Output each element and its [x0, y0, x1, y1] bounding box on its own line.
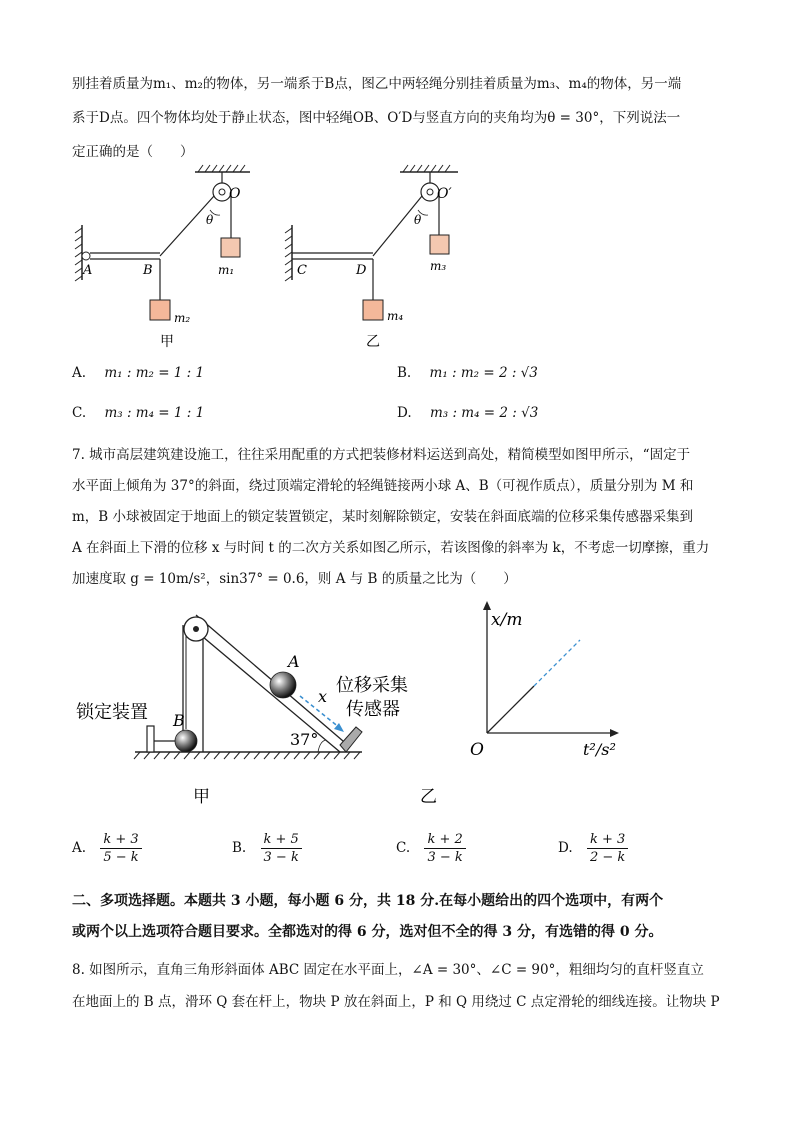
q7-y-axis-label: x/m [491, 610, 523, 630]
q7-figure [0, 595, 794, 815]
q6-option-a-text: m₁ : m₂ = 1 : 1 [104, 365, 205, 381]
q6-figure [0, 160, 794, 360]
q7-option-a-num: k + 3 [100, 832, 141, 849]
q7-option-b[interactable] [232, 832, 302, 865]
q6-right-caption: 乙 [366, 334, 380, 350]
q8-line-1: 8. 如图所示，直角三角形斜面体 ABC 固定在水平面上，∠A = 30°、∠C = 90°，粗细均匀的直杆竖直立 [72, 962, 704, 978]
q6-right-point-d: D [356, 263, 367, 278]
q8-line-2: 在地面上的 B 点，滑环 Q 套在杆上，物块 P 放在斜面上，P 和 Q 用绕过 C 点定滑轮的细线连接。让物块 P [72, 994, 720, 1010]
q6-option-b[interactable] [397, 365, 538, 381]
q7-angle-label: 37° [290, 730, 319, 749]
q7-line-4: A 在斜面上下滑的位移 x 与时间 t 的二次方关系如图乙所示，若该图像的斜率为 k，不考虑一切摩擦，重力 [72, 540, 710, 556]
q6-option-a[interactable] [72, 365, 204, 381]
section2-line-1: 二、多项选择题。本题共 3 小题，每小题 6 分，共 18 分.在每小题给出的四个选项中，有两个 [72, 893, 664, 909]
q6-option-c-label: C. [72, 405, 87, 421]
q7-disp-label: x [318, 687, 328, 706]
q6-option-b-label: B. [397, 365, 412, 381]
q6-option-a-label: A. [72, 365, 87, 381]
q7-lock-label: 锁定装置 [76, 702, 148, 723]
q6-line-3: 定正确的是（ ） [72, 144, 194, 160]
q7-option-c-num: k + 2 [424, 832, 465, 849]
q6-line-1: 别挂着质量为m₁、m₂的物体，另一端系于B点，图乙中两轻绳分别挂着质量为m₃、m₄的物体，另一端 [72, 76, 682, 92]
q7-left-caption: 甲 [193, 787, 210, 807]
section2-line-2: 或两个以上选项符合题目要求。全都选对的得 6 分，选对但不全的得 3 分，有选错的得 0 分。 [72, 924, 663, 940]
q6-line-2: 系于D点。四个物体均处于静止状态，图中轻绳OB、O′D与竖直方向的夹角均为θ = 30°，下列说法一 [72, 110, 681, 126]
q6-figure-left [75, 165, 250, 350]
q7-option-b-label: B. [232, 840, 247, 856]
q7-option-a-label: A. [72, 840, 87, 856]
q7-ball-a-label: A [288, 652, 300, 671]
q6-left-pulley-label: O [229, 186, 241, 202]
q6-right-mass-right: m₃ [430, 259, 447, 273]
q6-right-mass-bottom: m₄ [387, 309, 404, 323]
q7-option-c-label: C. [396, 840, 411, 856]
q7-option-d-label: D. [558, 840, 573, 856]
q7-sensor-label-2: 传感器 [346, 699, 400, 720]
q6-option-c[interactable] [72, 405, 204, 421]
q6-right-point-c: C [297, 263, 307, 278]
q7-line-3: m，B 小球被固定于地面上的锁定装置锁定，某时刻解除锁定，安装在斜面底端的位移采集传感器采集到 [72, 509, 694, 525]
q7-option-a[interactable] [72, 832, 142, 865]
q7-option-d-den: 2 − k [589, 850, 626, 865]
q6-option-b-text: m₁ : m₂ = 2 : √3 [429, 365, 538, 381]
q6-left-point-b: B [143, 263, 153, 278]
q7-figure-left [76, 615, 408, 807]
q6-left-angle-label: θ [206, 213, 214, 227]
q7-option-d-num: k + 3 [587, 832, 628, 849]
q7-option-c[interactable] [396, 832, 466, 865]
q7-figure-right [420, 601, 619, 807]
q7-sensor-label-1: 位移采集 [336, 675, 408, 696]
q6-option-d-text: m₃ : m₄ = 2 : √3 [429, 405, 539, 421]
q7-origin-label: O [470, 740, 484, 760]
q6-left-caption: 甲 [160, 334, 174, 350]
q7-ball-b-label: B [173, 711, 185, 730]
q6-figure-right [285, 165, 458, 350]
q7-option-a-den: 5 − k [103, 850, 139, 865]
q6-option-d[interactable] [397, 405, 538, 421]
q7-line-5: 加速度取 g = 10m/s²，sin37° = 0.6，则 A 与 B 的质量之比为（ ） [72, 571, 517, 587]
q7-x-axis-label: t²/s² [583, 740, 616, 759]
q7-right-caption: 乙 [420, 787, 437, 807]
q6-left-mass-right: m₁ [218, 263, 235, 277]
q7-option-d[interactable] [558, 832, 628, 865]
q6-left-mass-bottom: m₂ [174, 311, 191, 325]
q6-right-angle-label: θ [414, 213, 422, 227]
q6-option-c-text: m₃ : m₄ = 1 : 1 [104, 405, 205, 421]
q7-option-b-num: k + 5 [261, 832, 302, 849]
q6-left-point-a: A [83, 263, 93, 278]
q7-option-b-den: 3 − k [263, 850, 299, 865]
q6-option-d-label: D. [397, 405, 412, 421]
q7-line-2: 水平面上倾角为 37°的斜面，绕过顶端定滑轮的轻绳链接两小球 A、B（可视作质点），质量分别为 M 和 [72, 478, 694, 494]
q7-line-1: 7. 城市高层建筑建设施工，往往采用配重的方式把装修材料运送到高处，精简模型如图甲所示，“固定于 [72, 447, 691, 463]
q6-right-pulley-label: O′ [437, 186, 452, 202]
q7-option-c-den: 3 − k [427, 850, 463, 865]
